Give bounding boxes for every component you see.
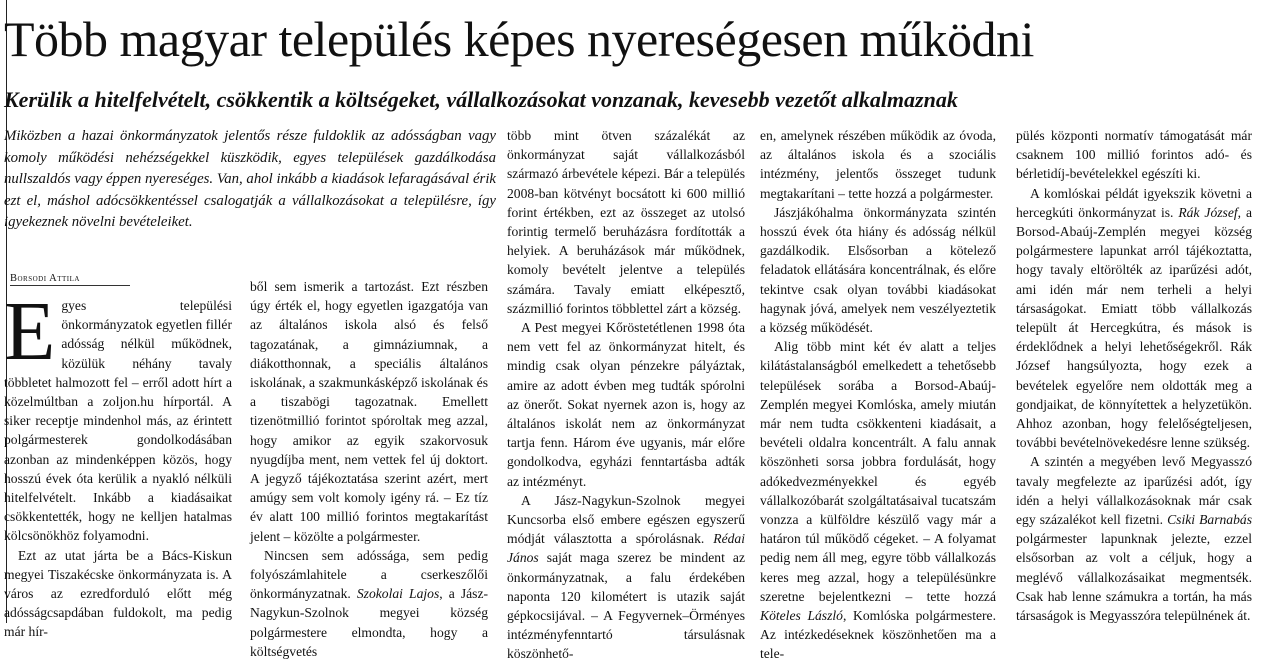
column-4-paragraph-3-text-b: , Komlóska polgármestere. Az intézkedéseknek köszönhetően ma a tele- bbox=[760, 608, 996, 662]
column-3-paragraph-1: több mint ötven százalékát az önkormányzat saját vállalkozásból származó árbevétele képezi. Bár a település 2008-ban kötvényt bocsátott ki 600 millió forint értékben, ezt az összeget az utolsó forintig termelő beruházásra fordították a helyiek. A beruházások már működnek, komoly bevételt jelentve a település számára. Tavaly emiatt elképesztő, százmillió forintos többlettel zárt a község. bbox=[507, 128, 745, 316]
article-byline: Borsodi Attila bbox=[10, 273, 130, 286]
column-1-paragraph-2: Ezt az utat járta be a Bács-Kiskun megyei Tiszakécske önkormányzata is. A város az ezredforduló előtt még adósságcsapdában fuldokolt, ma pedig már hír- bbox=[4, 547, 232, 640]
article-column-3 bbox=[507, 126, 745, 662]
column-5-paragraph-2-text-a: A komlóskai példát igyekszik követni a hercegkúti önkormányzat is. bbox=[1016, 185, 1252, 220]
column-4-paragraph-1: en, amelynek részében működik az óvoda, az általános iskola és a szociális intézmény, jelentős összeget tudunk megtakarítani – tette hozzá a polgármester. bbox=[760, 128, 996, 201]
column-5-paragraph-3 bbox=[1016, 452, 1252, 625]
column-4-paragraph-3 bbox=[760, 337, 996, 663]
column-1-paragraph-1-text: gyes települési önkormányzatok egyetlen fillér adósság nélkül működnek, közülük néhány tavaly többletet halmozott fel – erről adott hírt a közelmúltban a zoljon.hu hírportál. A siker receptje mindenhol más, az érintett polgármesterek gondolkodásában azonban az mindenképpen közös, hogy hosszú évek óta kerülik a nyakló nélküli hitelfelvételt. Inkább a kiadásaikat csökkentették, hogy ne kelljen hatalmas kölcsönökhöz folyamodni. bbox=[4, 298, 232, 544]
article-column-2 bbox=[250, 277, 489, 659]
column-3-paragraph-3-text-b: saját maga szerez be mindent az önkormányzatnak, a falu érdekében naponta 120 kilométert is utazik saját gépkocsijával. – A Fegyvernek–Örményes intézményfenntartó társulásnak köszönhető- bbox=[507, 550, 745, 662]
article-column-1 bbox=[4, 285, 232, 640]
column-5-paragraph-2-text-b: , a Borsod-Abaúj-Zemplén megyei község polgármestere lapunkat arról tájékoztatta, hogy tavaly eltörölték az iparűzési adót, ami idén már nem terheli a helyi társaságokat. Emiatt több vállalkozás települt át Hercegkútra, és mások is érdeklődnek a helyi lehetőségekről. Rák József hangsúlyozta, hogy ezek a bevételek egyelőre nem oldották meg a gondjaikat, de könnyítettek a helyzetükön. Ahhoz azonban, hogy felelőségteljesen, további bevételnövekedésre lenne szükség. bbox=[1016, 204, 1252, 451]
person-name-koteles: Köteles László bbox=[760, 608, 843, 624]
column-5-paragraph-2 bbox=[1016, 184, 1252, 453]
column-4-paragraph-2: Jászjákóhalma önkormányzata szintén hosszú évek óta hiány és adósság nélkül gazdálkodik. Elsősorban a kötelező feladatok ellátására koncentrálnak, és előre tekintve csak olyan további kiadásokat hagynak jóvá, amelyek nem veszélyeztetik a község működését. bbox=[760, 204, 996, 336]
column-1-paragraph-1 bbox=[4, 285, 232, 546]
article-column-4 bbox=[760, 126, 996, 662]
column-2-paragraph-1: ből sem ismerik a tartozást. Ezt részben úgy érték el, hogy egyetlen igazgatója van az általános iskola alsó és felső tagozatának, a gimnáziumnak, a diákotthonnak, a speciális általános iskolának, a szakmunkásképző iskolának és a tiszabögi tagozatnak. Emellett tizenötmillió forintot spóroltak meg azzal, hogy amikor az egyik szakorvosuk nyugdíjba ment, nem vettek fel új doktort. A jegyző tájékoztatása szerint azért, mert amúgy sem volt komoly igény rá. – Ez tíz év alatt 100 millió forintos megtakarítást jelent – közölte a polgármester. bbox=[250, 279, 488, 544]
article-subhead: Kerülik a hitelfelvételt, csökkentik a költségeket, vállalkozásokat vonzanak, kevesebb vezetőt alkalmaznak bbox=[4, 87, 958, 112]
column-4-paragraph-3-text-a: Alig több mint két év alatt a teljes kilátástalanságból emelkedett a tehetősebb települések sorába a Borsod-Abaúj-Zemplén megyei Komlóska, amely miután már nem tudta csökkenteni kiadásait, a bevételi oldalra koncentrált. A falu annak köszönheti sorsa jobbra fordulását, hogy adókedvezményekkel és egyéb vállalkozóbarát szolgáltatásaival tucatszám vonzza a külföldre készülő vagy már a határon túl működő cégeket. – A folyamat pedig nem áll meg, egyre több vállalkozás keres meg azzal, hogy a településünkre szeretne bejelentkezni – tette hozzá bbox=[760, 339, 996, 604]
article-lead: Miközben a hazai önkormányzatok jelentős része fuldoklik az adósságban vagy komoly működési nehézségekkel küszködik, egyes települések gazdálkodása nullszaldós vagy éppen nyereséges. Van, ahol inkább a kiadások lefaragásával érik ezt el, máshol adócsökkentéssel csalogatják a vállalkozásokat a településre, így igyekeznek növelni bevételeiket. bbox=[4, 128, 496, 231]
column-3-paragraph-2: A Pest megyei Kőröstetétlenen 1998 óta nem vett fel az önkormányzat hitelt, és mindig csak olyan pénzekre pályáztak, amire az adott évben meg tudták spórolni az önerőt. Sokat nyernek azon is, hogy az általános iskolát nem az önkormányzat tartja fenn. Három éve ugyanis, már előre gondolkodva, egyházi fenntartásba adták az intézményt. bbox=[507, 320, 745, 489]
person-name-szokolai: Szokolai Lajos bbox=[356, 586, 440, 602]
column-5-paragraph-3-text-a: A szintén a megyében levő Megyasszó tavaly megfelezte az iparűzési adót, így idén a helyi vállalkozásoknak már csak egy százalékot kell fizetni. bbox=[1016, 454, 1252, 528]
article-column-5 bbox=[1016, 126, 1252, 623]
person-name-rak: Rák József bbox=[1178, 204, 1238, 220]
person-name-csiki: Csiki Barnabás bbox=[1167, 512, 1252, 528]
article-headline: Több magyar település képes nyereségesen működni bbox=[4, 11, 1034, 67]
column-5-paragraph-1: pülés központi normatív támogatását már csaknem 100 millió forintos adó- és bérletidíj-bevételekkel egészíti ki. bbox=[1016, 128, 1252, 182]
column-3-paragraph-3 bbox=[507, 491, 745, 664]
column-2-paragraph-2 bbox=[250, 546, 488, 661]
column-5-paragraph-3-text-b: polgármester lapunknak jelezte, ezzel elsősorban az volt a céljuk, hogy a meglévő vállalkozásaikat megmentsék. Csak hab lenne számukra a tortán, ha más társaságok is Megyasszóra települnének át. bbox=[1016, 531, 1252, 624]
drop-cap: E bbox=[4, 285, 56, 378]
column-3-paragraph-3-text-a: A Jász-Nagykun-Szolnok megyei Kuncsorba első embere egészen egyszerű módját választotta a spórolásnak. bbox=[507, 492, 745, 547]
column-2-paragraph-2-text-a: Nincsen sem adóssága, sem pedig folyószámlahitele a cserkeszőlői önkormányzatnak. bbox=[250, 547, 488, 602]
person-name-redai: Rédai János bbox=[507, 531, 745, 566]
column-2-paragraph-2-text-b: , a Jász-Nagykun-Szolnok megyei község polgármestere elmondta, hogy a költségvetés bbox=[250, 586, 489, 659]
